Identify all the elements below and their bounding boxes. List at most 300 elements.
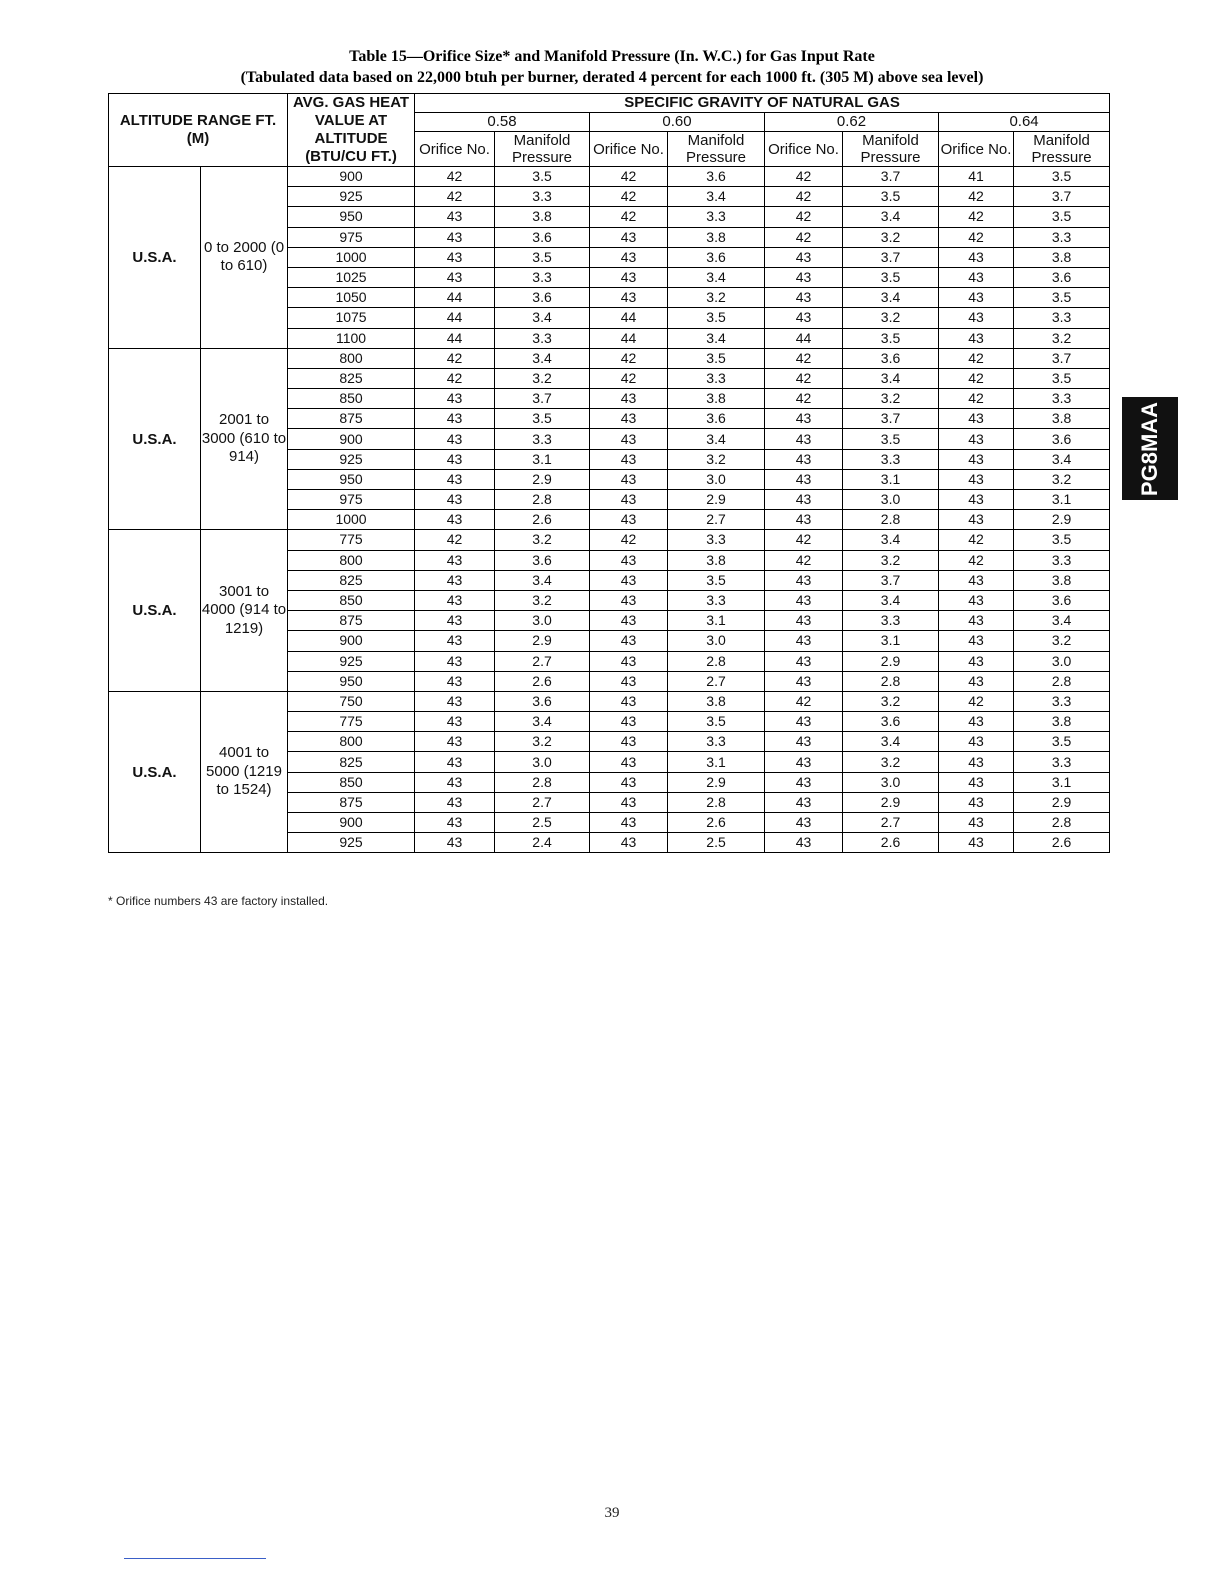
orifice-cell: 43 xyxy=(415,227,495,247)
altitude-range-cell: 0 to 2000 (0 to 610) xyxy=(201,167,288,349)
manifold-pressure-cell: 3.7 xyxy=(495,389,590,409)
orifice-cell: 42 xyxy=(590,187,668,207)
heat-value-cell: 850 xyxy=(288,772,415,792)
manifold-pressure-cell: 3.2 xyxy=(1014,328,1110,348)
manifold-pressure-cell: 3.5 xyxy=(668,570,765,590)
orifice-cell: 43 xyxy=(415,469,495,489)
manifold-pressure-cell: 3.6 xyxy=(495,550,590,570)
orifice-cell: 43 xyxy=(590,288,668,308)
orifice-cell: 42 xyxy=(590,167,668,187)
heat-value-cell: 825 xyxy=(288,570,415,590)
manifold-pressure-cell: 2.9 xyxy=(843,792,939,812)
table-subtitle: (Tabulated data based on 22,000 btuh per burner, derated 4 percent for each 1000 ft. (305 M) above sea level) xyxy=(240,69,984,86)
footnote: * Orifice numbers 43 are factory installed. xyxy=(108,894,329,908)
heat-value-cell: 875 xyxy=(288,409,415,429)
manifold-pressure-cell: 3.2 xyxy=(495,368,590,388)
orifice-cell: 43 xyxy=(590,792,668,812)
manifold-pressure-cell: 3.8 xyxy=(1014,409,1110,429)
manifold-pressure-cell: 3.6 xyxy=(668,167,765,187)
orifice-cell: 43 xyxy=(590,449,668,469)
manifold-pressure-cell: 3.1 xyxy=(1014,490,1110,510)
orifice-cell: 42 xyxy=(939,207,1014,227)
orifice-cell: 42 xyxy=(765,368,843,388)
manifold-pressure-cell: 3.4 xyxy=(1014,611,1110,631)
manifold-pressure-cell: 2.5 xyxy=(495,813,590,833)
manifold-pressure-cell: 3.2 xyxy=(495,732,590,752)
orifice-cell: 43 xyxy=(939,651,1014,671)
orifice-cell: 43 xyxy=(939,712,1014,732)
manifold-pressure-cell: 3.5 xyxy=(668,348,765,368)
manifold-pressure-cell: 3.6 xyxy=(495,288,590,308)
orifice-cell: 43 xyxy=(939,288,1014,308)
orifice-cell: 43 xyxy=(415,712,495,732)
orifice-cell: 42 xyxy=(765,187,843,207)
orifice-cell: 42 xyxy=(939,187,1014,207)
manifold-pressure-cell: 2.7 xyxy=(495,792,590,812)
orifice-no-header: Orifice No. xyxy=(939,132,1014,167)
orifice-cell: 43 xyxy=(765,772,843,792)
orifice-no-header: Orifice No. xyxy=(590,132,668,167)
orifice-cell: 43 xyxy=(590,570,668,590)
orifice-cell: 42 xyxy=(939,550,1014,570)
manifold-pressure-cell: 3.5 xyxy=(843,328,939,348)
manifold-pressure-cell: 3.5 xyxy=(1014,207,1110,227)
manifold-pressure-cell: 3.2 xyxy=(843,691,939,711)
heat-value-cell: 900 xyxy=(288,631,415,651)
gravity-header: 0.58 xyxy=(415,113,590,132)
manifold-pressure-cell: 3.4 xyxy=(495,570,590,590)
manifold-pressure-cell: 3.6 xyxy=(495,227,590,247)
orifice-cell: 43 xyxy=(415,510,495,530)
table-row xyxy=(109,348,1110,368)
manifold-pressure-cell: 3.4 xyxy=(495,308,590,328)
orifice-cell: 43 xyxy=(939,631,1014,651)
manifold-pressure-cell: 3.4 xyxy=(668,429,765,449)
manifold-pressure-cell: 3.6 xyxy=(668,409,765,429)
orifice-cell: 43 xyxy=(765,833,843,853)
manifold-pressure-cell: 3.5 xyxy=(668,308,765,328)
orifice-cell: 44 xyxy=(415,308,495,328)
manifold-pressure-cell: 3.2 xyxy=(495,530,590,550)
manifold-pressure-cell: 2.8 xyxy=(668,792,765,812)
manifold-pressure-cell: 2.5 xyxy=(668,833,765,853)
gravity-header: 0.60 xyxy=(590,113,765,132)
orifice-cell: 42 xyxy=(765,207,843,227)
orifice-cell: 43 xyxy=(415,267,495,287)
manifold-pressure-cell: 3.1 xyxy=(843,631,939,651)
altitude-range-cell: 4001 to 5000 (1219 to 1524) xyxy=(201,691,288,853)
manifold-pressure-cell: 2.8 xyxy=(495,490,590,510)
orifice-cell: 44 xyxy=(415,288,495,308)
manifold-pressure-cell: 3.4 xyxy=(843,288,939,308)
region-cell: U.S.A. xyxy=(109,691,201,853)
manifold-pressure-header: Manifold Pressure xyxy=(668,132,765,167)
orifice-cell: 43 xyxy=(415,550,495,570)
manifold-pressure-cell: 2.9 xyxy=(495,469,590,489)
manifold-pressure-cell: 3.6 xyxy=(1014,429,1110,449)
orifice-cell: 43 xyxy=(765,732,843,752)
manifold-pressure-cell: 3.3 xyxy=(668,590,765,610)
heat-value-cell: 1025 xyxy=(288,267,415,287)
manifold-pressure-cell: 2.8 xyxy=(843,510,939,530)
orifice-cell: 43 xyxy=(939,611,1014,631)
manifold-pressure-cell: 2.9 xyxy=(495,631,590,651)
manifold-pressure-cell: 3.3 xyxy=(668,530,765,550)
manifold-pressure-cell: 3.1 xyxy=(668,611,765,631)
orifice-cell: 43 xyxy=(765,792,843,812)
manifold-pressure-cell: 3.0 xyxy=(495,752,590,772)
heat-value-cell: 950 xyxy=(288,469,415,489)
orifice-cell: 43 xyxy=(939,570,1014,590)
manifold-pressure-cell: 3.3 xyxy=(843,449,939,469)
orifice-cell: 43 xyxy=(939,792,1014,812)
heat-value-cell: 850 xyxy=(288,389,415,409)
orifice-cell: 43 xyxy=(415,813,495,833)
orifice-cell: 42 xyxy=(765,691,843,711)
orifice-cell: 43 xyxy=(765,469,843,489)
manifold-pressure-cell: 3.5 xyxy=(1014,530,1110,550)
orifice-cell: 43 xyxy=(590,389,668,409)
orifice-cell: 42 xyxy=(765,348,843,368)
manifold-pressure-cell: 2.6 xyxy=(495,671,590,691)
manifold-pressure-cell: 3.4 xyxy=(843,368,939,388)
orifice-cell: 43 xyxy=(939,732,1014,752)
manifold-pressure-cell: 2.8 xyxy=(668,651,765,671)
heat-value-cell: 900 xyxy=(288,167,415,187)
heat-value-cell: 1000 xyxy=(288,247,415,267)
manifold-pressure-cell: 2.9 xyxy=(843,651,939,671)
manifold-pressure-cell: 3.3 xyxy=(1014,389,1110,409)
manifold-pressure-cell: 2.8 xyxy=(1014,671,1110,691)
manifold-pressure-cell: 2.7 xyxy=(495,651,590,671)
orifice-cell: 44 xyxy=(590,308,668,328)
heat-value-cell: 950 xyxy=(288,671,415,691)
orifice-cell: 44 xyxy=(590,328,668,348)
orifice-cell: 43 xyxy=(765,247,843,267)
manifold-pressure-cell: 3.2 xyxy=(843,550,939,570)
orifice-cell: 42 xyxy=(765,530,843,550)
orifice-cell: 43 xyxy=(415,651,495,671)
manifold-pressure-header: Manifold Pressure xyxy=(1014,132,1110,167)
manifold-pressure-cell: 3.3 xyxy=(668,368,765,388)
manifold-pressure-cell: 3.6 xyxy=(668,247,765,267)
manifold-pressure-cell: 3.2 xyxy=(843,752,939,772)
orifice-pressure-table xyxy=(108,93,1110,853)
heat-value-cell: 750 xyxy=(288,691,415,711)
manifold-pressure-cell: 2.7 xyxy=(843,813,939,833)
orifice-cell: 43 xyxy=(415,772,495,792)
manifold-pressure-cell: 3.7 xyxy=(843,409,939,429)
manifold-pressure-cell: 3.1 xyxy=(668,752,765,772)
heat-value-cell: 800 xyxy=(288,348,415,368)
orifice-cell: 43 xyxy=(415,409,495,429)
manifold-pressure-cell: 2.7 xyxy=(668,510,765,530)
heat-value-cell: 800 xyxy=(288,550,415,570)
heat-value-cell: 1075 xyxy=(288,308,415,328)
heat-value-header: AVG. GAS HEAT VALUE AT ALTITUDE (BTU/CU FT.) xyxy=(288,94,415,167)
orifice-cell: 43 xyxy=(939,429,1014,449)
manifold-pressure-cell: 3.2 xyxy=(1014,631,1110,651)
heat-value-cell: 875 xyxy=(288,792,415,812)
orifice-cell: 43 xyxy=(765,288,843,308)
heat-value-cell: 925 xyxy=(288,449,415,469)
orifice-cell: 43 xyxy=(415,671,495,691)
manifold-pressure-cell: 3.8 xyxy=(668,389,765,409)
manifold-pressure-cell: 3.7 xyxy=(843,167,939,187)
orifice-cell: 42 xyxy=(590,207,668,227)
orifice-cell: 43 xyxy=(590,631,668,651)
gravity-header: 0.64 xyxy=(939,113,1110,132)
manifold-pressure-cell: 3.4 xyxy=(668,267,765,287)
orifice-cell: 44 xyxy=(415,328,495,348)
orifice-cell: 43 xyxy=(590,550,668,570)
orifice-cell: 42 xyxy=(939,227,1014,247)
orifice-cell: 44 xyxy=(765,328,843,348)
manifold-pressure-cell: 3.7 xyxy=(1014,348,1110,368)
manifold-pressure-cell: 3.6 xyxy=(495,691,590,711)
manifold-pressure-cell: 3.6 xyxy=(1014,590,1110,610)
heat-value-cell: 1000 xyxy=(288,510,415,530)
orifice-cell: 42 xyxy=(939,530,1014,550)
orifice-cell: 43 xyxy=(939,469,1014,489)
orifice-cell: 42 xyxy=(939,368,1014,388)
orifice-cell: 42 xyxy=(415,167,495,187)
heat-value-cell: 950 xyxy=(288,207,415,227)
orifice-cell: 42 xyxy=(939,691,1014,711)
orifice-cell: 43 xyxy=(415,247,495,267)
manifold-pressure-cell: 3.2 xyxy=(1014,469,1110,489)
orifice-cell: 42 xyxy=(590,348,668,368)
orifice-cell: 43 xyxy=(939,671,1014,691)
manifold-pressure-cell: 3.3 xyxy=(495,187,590,207)
manifold-pressure-cell: 2.4 xyxy=(495,833,590,853)
orifice-cell: 43 xyxy=(590,691,668,711)
manifold-pressure-cell: 3.4 xyxy=(495,712,590,732)
table-title: Table 15—Orifice Size* and Manifold Pressure (In. W.C.) for Gas Input Rate xyxy=(349,48,875,65)
page-number: 39 xyxy=(604,1505,620,1521)
orifice-cell: 43 xyxy=(415,611,495,631)
altitude-range-header: ALTITUDE RANGE FT. (M) xyxy=(109,94,288,167)
orifice-cell: 42 xyxy=(415,348,495,368)
orifice-cell: 43 xyxy=(590,267,668,287)
manifold-pressure-cell: 3.8 xyxy=(668,227,765,247)
heat-value-cell: 925 xyxy=(288,833,415,853)
heat-value-cell: 800 xyxy=(288,732,415,752)
orifice-cell: 42 xyxy=(415,530,495,550)
manifold-pressure-cell: 3.5 xyxy=(495,247,590,267)
manifold-pressure-cell: 2.6 xyxy=(668,813,765,833)
region-cell: U.S.A. xyxy=(109,348,201,530)
region-cell: U.S.A. xyxy=(109,167,201,349)
orifice-cell: 43 xyxy=(765,590,843,610)
manifold-pressure-cell: 3.3 xyxy=(1014,691,1110,711)
orifice-cell: 41 xyxy=(939,167,1014,187)
manifold-pressure-cell: 3.6 xyxy=(843,348,939,368)
table-row xyxy=(109,167,1110,187)
orifice-cell: 43 xyxy=(765,611,843,631)
manifold-pressure-cell: 3.3 xyxy=(495,328,590,348)
orifice-cell: 43 xyxy=(415,449,495,469)
manifold-pressure-cell: 3.8 xyxy=(668,691,765,711)
orifice-cell: 43 xyxy=(765,752,843,772)
manifold-pressure-cell: 3.8 xyxy=(1014,247,1110,267)
orifice-cell: 43 xyxy=(415,590,495,610)
manifold-pressure-cell: 3.5 xyxy=(1014,288,1110,308)
manifold-pressure-cell: 3.5 xyxy=(1014,167,1110,187)
manifold-pressure-cell: 3.5 xyxy=(843,267,939,287)
orifice-cell: 43 xyxy=(415,732,495,752)
altitude-range-cell: 2001 to 3000 (610 to 914) xyxy=(201,348,288,530)
manifold-pressure-cell: 3.4 xyxy=(668,328,765,348)
specific-gravity-header: SPECIFIC GRAVITY OF NATURAL GAS xyxy=(415,94,1110,113)
orifice-cell: 43 xyxy=(590,409,668,429)
table-row xyxy=(109,691,1110,711)
manifold-pressure-cell: 3.7 xyxy=(843,247,939,267)
manifold-pressure-cell: 3.3 xyxy=(843,611,939,631)
manifold-pressure-header: Manifold Pressure xyxy=(495,132,590,167)
orifice-cell: 43 xyxy=(590,510,668,530)
orifice-cell: 43 xyxy=(939,510,1014,530)
orifice-cell: 43 xyxy=(765,712,843,732)
orifice-cell: 42 xyxy=(939,348,1014,368)
manifold-pressure-cell: 3.5 xyxy=(668,712,765,732)
orifice-cell: 43 xyxy=(939,267,1014,287)
heat-value-cell: 925 xyxy=(288,651,415,671)
heat-value-cell: 975 xyxy=(288,227,415,247)
orifice-cell: 43 xyxy=(590,247,668,267)
manifold-pressure-cell: 3.4 xyxy=(843,590,939,610)
manifold-pressure-cell: 3.3 xyxy=(495,429,590,449)
manifold-pressure-cell: 3.5 xyxy=(1014,368,1110,388)
orifice-cell: 43 xyxy=(590,732,668,752)
manifold-pressure-cell: 3.3 xyxy=(668,732,765,752)
heat-value-cell: 1100 xyxy=(288,328,415,348)
manifold-pressure-cell: 3.4 xyxy=(843,732,939,752)
manifold-pressure-cell: 3.3 xyxy=(1014,550,1110,570)
orifice-no-header: Orifice No. xyxy=(765,132,843,167)
orifice-cell: 43 xyxy=(765,651,843,671)
orifice-cell: 43 xyxy=(590,469,668,489)
manifold-pressure-cell: 3.2 xyxy=(843,227,939,247)
orifice-cell: 43 xyxy=(765,813,843,833)
side-tab xyxy=(1122,397,1178,500)
manifold-pressure-cell: 2.9 xyxy=(1014,510,1110,530)
manifold-pressure-cell: 3.6 xyxy=(843,712,939,732)
manifold-pressure-header: Manifold Pressure xyxy=(843,132,939,167)
orifice-cell: 43 xyxy=(415,833,495,853)
orifice-cell: 43 xyxy=(590,651,668,671)
orifice-cell: 43 xyxy=(939,590,1014,610)
manifold-pressure-cell: 2.6 xyxy=(1014,833,1110,853)
orifice-cell: 42 xyxy=(590,530,668,550)
orifice-cell: 43 xyxy=(939,328,1014,348)
manifold-pressure-cell: 3.5 xyxy=(843,429,939,449)
manifold-pressure-cell: 2.9 xyxy=(668,490,765,510)
orifice-cell: 43 xyxy=(765,570,843,590)
orifice-cell: 43 xyxy=(590,752,668,772)
heat-value-cell: 850 xyxy=(288,590,415,610)
manifold-pressure-cell: 3.5 xyxy=(1014,732,1110,752)
gravity-header: 0.62 xyxy=(765,113,939,132)
heat-value-cell: 775 xyxy=(288,712,415,732)
heat-value-cell: 975 xyxy=(288,490,415,510)
manifold-pressure-cell: 3.0 xyxy=(668,469,765,489)
heat-value-cell: 925 xyxy=(288,187,415,207)
orifice-cell: 43 xyxy=(939,449,1014,469)
heat-value-cell: 825 xyxy=(288,752,415,772)
manifold-pressure-cell: 3.2 xyxy=(668,288,765,308)
orifice-cell: 43 xyxy=(415,429,495,449)
manifold-pressure-cell: 3.4 xyxy=(843,530,939,550)
orifice-cell: 42 xyxy=(765,167,843,187)
heat-value-cell: 825 xyxy=(288,368,415,388)
orifice-cell: 43 xyxy=(415,207,495,227)
manifold-pressure-cell: 3.8 xyxy=(1014,712,1110,732)
orifice-cell: 43 xyxy=(765,490,843,510)
manifold-pressure-cell: 2.8 xyxy=(1014,813,1110,833)
manifold-pressure-cell: 3.3 xyxy=(1014,752,1110,772)
manifold-pressure-cell: 3.4 xyxy=(1014,449,1110,469)
orifice-cell: 43 xyxy=(415,631,495,651)
manifold-pressure-cell: 3.1 xyxy=(1014,772,1110,792)
manifold-pressure-cell: 3.5 xyxy=(495,167,590,187)
manifold-pressure-cell: 3.0 xyxy=(668,631,765,651)
manifold-pressure-cell: 2.8 xyxy=(495,772,590,792)
manifold-pressure-cell: 3.3 xyxy=(495,267,590,287)
orifice-cell: 42 xyxy=(765,550,843,570)
manifold-pressure-cell: 3.7 xyxy=(1014,187,1110,207)
heat-value-cell: 900 xyxy=(288,429,415,449)
orifice-cell: 42 xyxy=(939,389,1014,409)
table-row xyxy=(109,530,1110,550)
manifold-pressure-cell: 3.1 xyxy=(843,469,939,489)
orifice-cell: 42 xyxy=(765,227,843,247)
orifice-cell: 43 xyxy=(939,752,1014,772)
orifice-cell: 43 xyxy=(415,570,495,590)
orifice-cell: 43 xyxy=(415,792,495,812)
region-cell: U.S.A. xyxy=(109,530,201,692)
orifice-cell: 43 xyxy=(590,813,668,833)
manifold-pressure-cell: 3.5 xyxy=(843,187,939,207)
orifice-cell: 43 xyxy=(590,833,668,853)
orifice-no-header: Orifice No. xyxy=(415,132,495,167)
manifold-pressure-cell: 3.0 xyxy=(843,490,939,510)
manifold-pressure-cell: 2.7 xyxy=(668,671,765,691)
manifold-pressure-cell: 3.8 xyxy=(495,207,590,227)
heat-value-cell: 1050 xyxy=(288,288,415,308)
orifice-cell: 43 xyxy=(765,671,843,691)
orifice-cell: 42 xyxy=(415,368,495,388)
orifice-cell: 43 xyxy=(939,813,1014,833)
manifold-pressure-cell: 2.6 xyxy=(495,510,590,530)
orifice-cell: 42 xyxy=(765,389,843,409)
manifold-pressure-cell: 3.4 xyxy=(843,207,939,227)
manifold-pressure-cell: 3.0 xyxy=(495,611,590,631)
orifice-cell: 43 xyxy=(415,691,495,711)
manifold-pressure-cell: 2.9 xyxy=(1014,792,1110,812)
orifice-cell: 43 xyxy=(939,833,1014,853)
manifold-pressure-cell: 3.4 xyxy=(495,348,590,368)
orifice-cell: 43 xyxy=(939,247,1014,267)
orifice-cell: 43 xyxy=(939,308,1014,328)
manifold-pressure-cell: 3.7 xyxy=(843,570,939,590)
orifice-cell: 43 xyxy=(590,227,668,247)
manifold-pressure-cell: 3.8 xyxy=(668,550,765,570)
manifold-pressure-cell: 3.2 xyxy=(495,590,590,610)
orifice-cell: 43 xyxy=(939,409,1014,429)
manifold-pressure-cell: 3.3 xyxy=(1014,308,1110,328)
manifold-pressure-cell: 3.0 xyxy=(1014,651,1110,671)
